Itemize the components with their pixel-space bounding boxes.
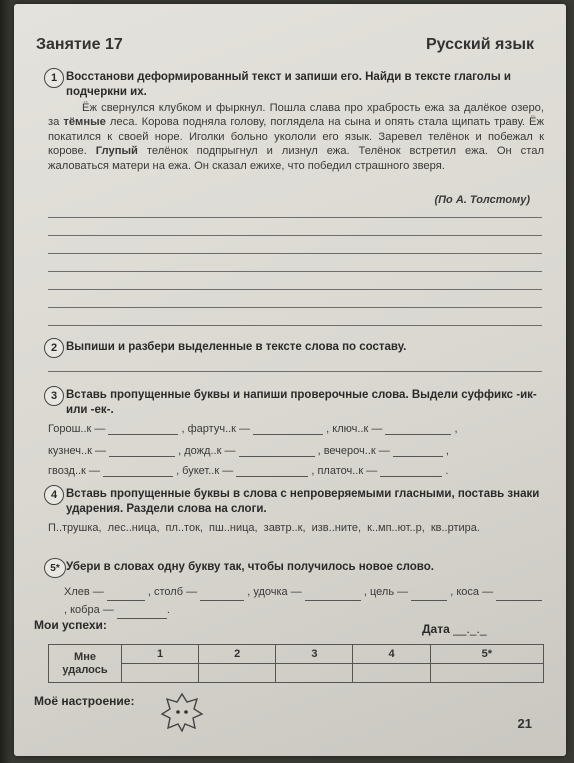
lesson-title: Занятие 17 — [36, 36, 123, 53]
exercise-word: Хлев — — [64, 586, 104, 598]
text-source: (По А. Толстому) — [434, 194, 530, 206]
task-number-1: 1 — [44, 68, 64, 88]
success-cell[interactable] — [353, 664, 430, 683]
task-1-text-part: леса. Корова подняла голову, поглядела на сына и опять стала щипать траву. Ёж покатился к своей норе. Иголки больно укололи его язык. Заревел телёнок и побежал к корове. — [48, 116, 544, 158]
column-header: 5* — [430, 645, 543, 664]
writing-line[interactable] — [48, 325, 542, 326]
successes-table — [48, 644, 544, 683]
mood-label: Моё настроение: — [34, 694, 135, 708]
date-label: Дата — [422, 622, 450, 636]
exercise-word: , букет..к — — [176, 465, 234, 477]
task-2-title: Выпиши и разбери выделенные в тексте слова по составу. — [66, 341, 407, 353]
success-cell[interactable] — [276, 664, 353, 683]
writing-line[interactable] — [48, 271, 542, 272]
exercise-word: Горош..к — — [48, 423, 106, 435]
task-1-text — [48, 101, 544, 173]
workbook-page — [14, 4, 566, 756]
exercise-word: гвозд..к — — [48, 465, 100, 477]
answer-blank[interactable] — [496, 600, 542, 601]
task-1-title: Восстанови деформированный текст и запиши его. Найди в тексте глаголы и подчеркни их. — [66, 71, 511, 98]
column-header: 3 — [276, 645, 353, 664]
exercise-word: . — [166, 604, 170, 616]
highlighted-word-2: Глупый — [95, 145, 138, 158]
exercise-word: , столб — — [147, 586, 198, 598]
exercise-word: , цель — — [363, 586, 409, 598]
writing-line[interactable] — [48, 371, 542, 372]
book-spine-shadow — [0, 0, 12, 763]
task-5-title: Убери в словах одну букву так, чтобы получилось новое слово. — [66, 561, 434, 573]
subject-title: Русский язык — [425, 36, 534, 53]
writing-line[interactable] — [48, 289, 542, 290]
success-cell[interactable] — [122, 664, 199, 683]
answer-blank[interactable] — [305, 600, 361, 601]
answer-blank[interactable] — [393, 456, 443, 457]
mood-face-icon[interactable] — [160, 692, 204, 737]
task-4-title: Вставь пропущенные буквы в слова с непроверяемыми гласными, поставь знаки ударения. Раздели слова на слоги. — [66, 488, 540, 515]
writing-line[interactable] — [48, 235, 542, 236]
row-label-line: удалось — [62, 663, 108, 676]
column-header: 4 — [353, 645, 430, 664]
page-number: 21 — [517, 716, 532, 731]
answer-blank[interactable] — [200, 600, 244, 601]
exercise-word: , коса — — [450, 586, 494, 598]
answer-blank[interactable] — [103, 476, 173, 477]
answer-blank[interactable] — [385, 434, 451, 435]
exercise-word: , кобра — — [64, 604, 114, 616]
date-blank: __._._ — [453, 622, 487, 636]
answer-blank[interactable] — [109, 456, 175, 457]
highlighted-word-1: тёмные — [63, 116, 106, 129]
answer-blank[interactable] — [253, 434, 323, 435]
writing-line[interactable] — [48, 307, 542, 308]
date-field[interactable] — [422, 622, 487, 636]
column-header: 2 — [199, 645, 276, 664]
success-cell[interactable] — [199, 664, 276, 683]
exercise-word: , платоч..к — — [311, 465, 378, 477]
exercise-row: Горош..к — , фартуч..к — , ключ..к — , — [48, 423, 458, 435]
task-1-text-part: Ёж свернулся клубком и фыркнул. Пошла слава про храбрость ежа за далёкое озеро, за — [48, 102, 544, 129]
row-label-line: Мне — [74, 650, 96, 663]
task-1-text-part: телёнок подпрыгнул и лизнул ежа. Телёнок встретил ежа. Он стал жаловаться матери на ежа. Он сказал ежихе, что победил страшного зверя. — [48, 145, 544, 172]
exercise-word: , фартуч..к — — [181, 423, 251, 435]
task-3-title: Вставь пропущенные буквы и напиши проверочные слова. Выдели суффикс -ик- или -ек-. — [66, 389, 537, 416]
column-header: 1 — [122, 645, 199, 664]
task-5-items — [64, 583, 544, 619]
successes-label: Мои успехи: — [34, 618, 107, 632]
writing-line[interactable] — [48, 253, 542, 254]
answer-blank[interactable] — [239, 456, 315, 457]
exercise-word: кузнеч..к — — [48, 445, 107, 457]
task-4-words: П..трушка, лес..ница, пл..ток, пш..ница, завтр..к, изв..ните, к..мп..ют..р, кв..ртира. — [48, 522, 480, 534]
exercise-word: , удочка — — [247, 586, 302, 598]
exercise-word: , дожд..к — — [178, 445, 236, 457]
answer-blank[interactable] — [380, 476, 442, 477]
answer-blank[interactable] — [108, 434, 178, 435]
task-number-5: 5* — [44, 558, 66, 578]
exercise-row: гвозд..к — , букет..к — , платоч..к — . — [48, 465, 449, 477]
task-number-2: 2 — [44, 338, 64, 358]
answer-blank[interactable] — [411, 600, 447, 601]
exercise-word: , ключ..к — — [326, 423, 383, 435]
answer-blank[interactable] — [117, 618, 167, 619]
task-number-4: 4 — [44, 485, 64, 505]
success-cell[interactable] — [430, 664, 543, 683]
answer-blank[interactable] — [107, 600, 145, 601]
exercise-word: , вечероч..к — — [317, 445, 390, 457]
exercise-row: кузнеч..к — , дожд..к — , вечероч..к — , — [48, 445, 449, 457]
writing-line[interactable] — [48, 217, 542, 218]
task-number-3: 3 — [44, 386, 64, 406]
answer-blank[interactable] — [236, 476, 308, 477]
successes-row-label — [49, 645, 122, 683]
